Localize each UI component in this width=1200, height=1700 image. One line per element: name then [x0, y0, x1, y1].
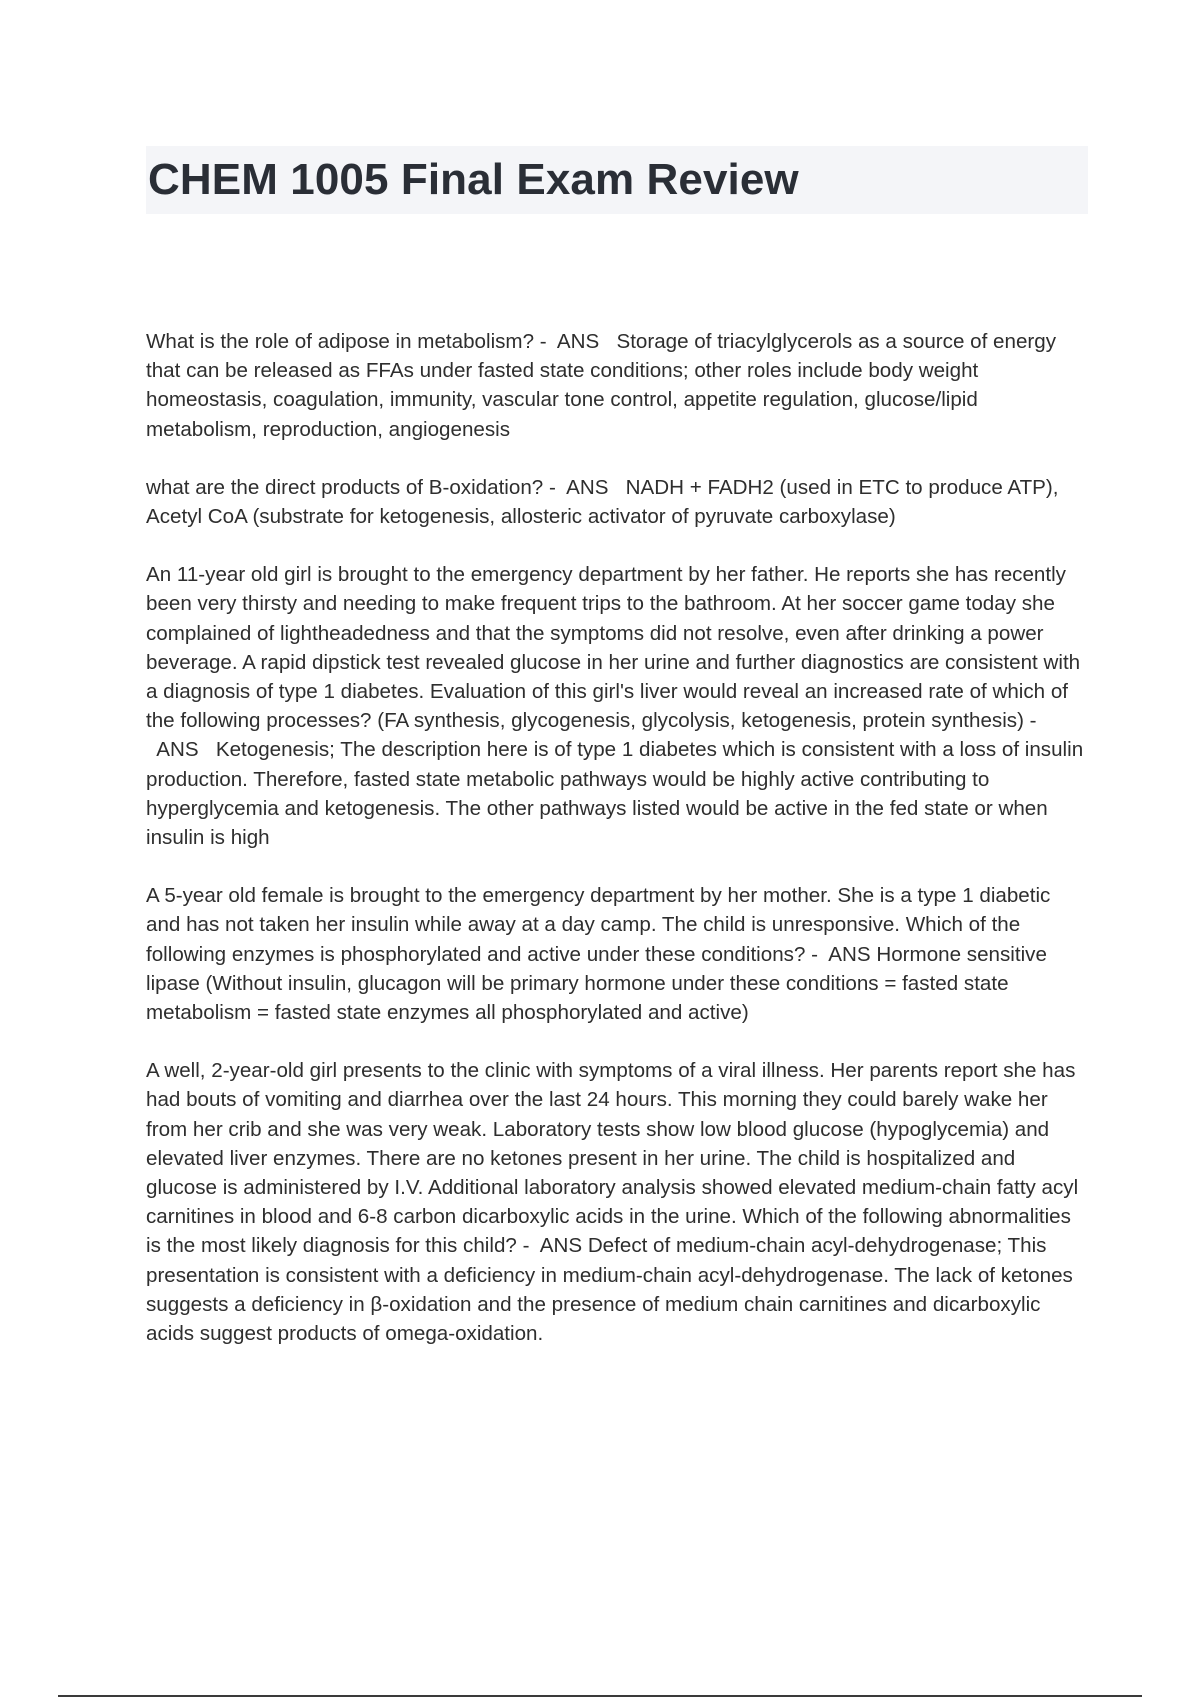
question-text: A 5-year old female is brought to the emergency department by her mother. She is a type 1 diabetic and has not taken her insulin while away at a day camp. The child is unresponsive. Which of the following enzymes is phosphorylated and active under these conditions? -: [146, 884, 1051, 966]
qa-item: [146, 1056, 1090, 1348]
answer-text: Ketogenesis; The description here is of type 1 diabetes which is consistent with a loss of insulin production. Therefore, fasted state metabolic pathways would be highly active contributing to hyperglycemia and ketogenesis. The other pathways listed would be active in the fed state or when insulin is high: [146, 738, 1084, 850]
answer-text: Storage of triacylglycerols as a source of energy that can be released as FFAs under fasted state conditions; other roles include body weight homeostasis, coagulation, immunity, vascular tone control, appetite regulation, glucose/lipid metabolism, reproduction, angiogenesis: [146, 330, 1057, 441]
ans-label: ANS: [146, 738, 216, 762]
title-banner: [146, 146, 1088, 214]
qa-item: [146, 327, 1090, 444]
answer-text: Hormone sensitive lipase (Without insulin, glucagon will be primary hormone under these conditions = fasted state metabolism = fasted state enzymes all phosphorylated and active): [146, 942, 1047, 1025]
answer-text: NADH + FADH2 (used in ETC to produce ATP), Acetyl CoA (substrate for ketogenesis, allosteric activator of pyruvate carboxylase): [146, 475, 1059, 529]
page-title: CHEM 1005 Final Exam Review: [148, 155, 799, 204]
question-text: An 11-year old girl is brought to the emergency department by her father. He reports she has recently been very thirsty and needing to make frequent trips to the bathroom. At her soccer game today she complained of lightheadedness and that the symptoms did not resolve, even after drinking a power beverage. A rapid dipstick test revealed glucose in her urine and further diagnostics are consistent with a diagnosis of type 1 diabetes. Evaluation of this girl's liver would reveal an increased rate of which of the following processes? (FA synthesis, glycogenesis, glycolysis, ketogenesis, protein synthesis) -: [146, 563, 1081, 733]
qa-item: [146, 881, 1090, 1027]
qa-list: [146, 327, 1090, 1377]
ans-label: ANS: [555, 475, 626, 499]
answer-text: Defect of medium-chain acyl-dehydrogenase; This presentation is consistent with a deficiency in medium-chain acyl-dehydrogenase. The lack of ketones suggests a deficiency in β-oxidation and the presence of medium chain carnitines and dicarboxylic acids suggest products of omega-oxidation.: [146, 1234, 1073, 1346]
question-text: What is the role of adipose in metabolism? -: [146, 330, 547, 353]
ans-label: ANS: [546, 330, 617, 353]
question-text: what are the direct products of B-oxidation? -: [146, 475, 556, 499]
ans-label: ANS: [817, 942, 877, 966]
qa-item: [146, 560, 1090, 852]
footer-divider: [58, 1695, 1142, 1697]
question-text: A well, 2-year-old girl presents to the clinic with symptoms of a viral illness. Her parents report she has had bouts of vomiting and diarrhea over the last 24 hours. This morning they could barely wake her from her crib and she was very weak. Laboratory tests show low blood glucose (hypoglycemia) and elevated liver enzymes. There are no ketones present in her urine. The child is hospitalized and glucose is administered by I.V. Additional laboratory analysis showed elevated medium-chain fatty acyl carnitines in blood and 6-8 carbon dicarboxylic acids in the urine. Which of the following abnormalities is the most likely diagnosis for this child? -: [146, 1059, 1079, 1258]
ans-label: ANS: [529, 1234, 588, 1258]
qa-item: [146, 473, 1090, 531]
